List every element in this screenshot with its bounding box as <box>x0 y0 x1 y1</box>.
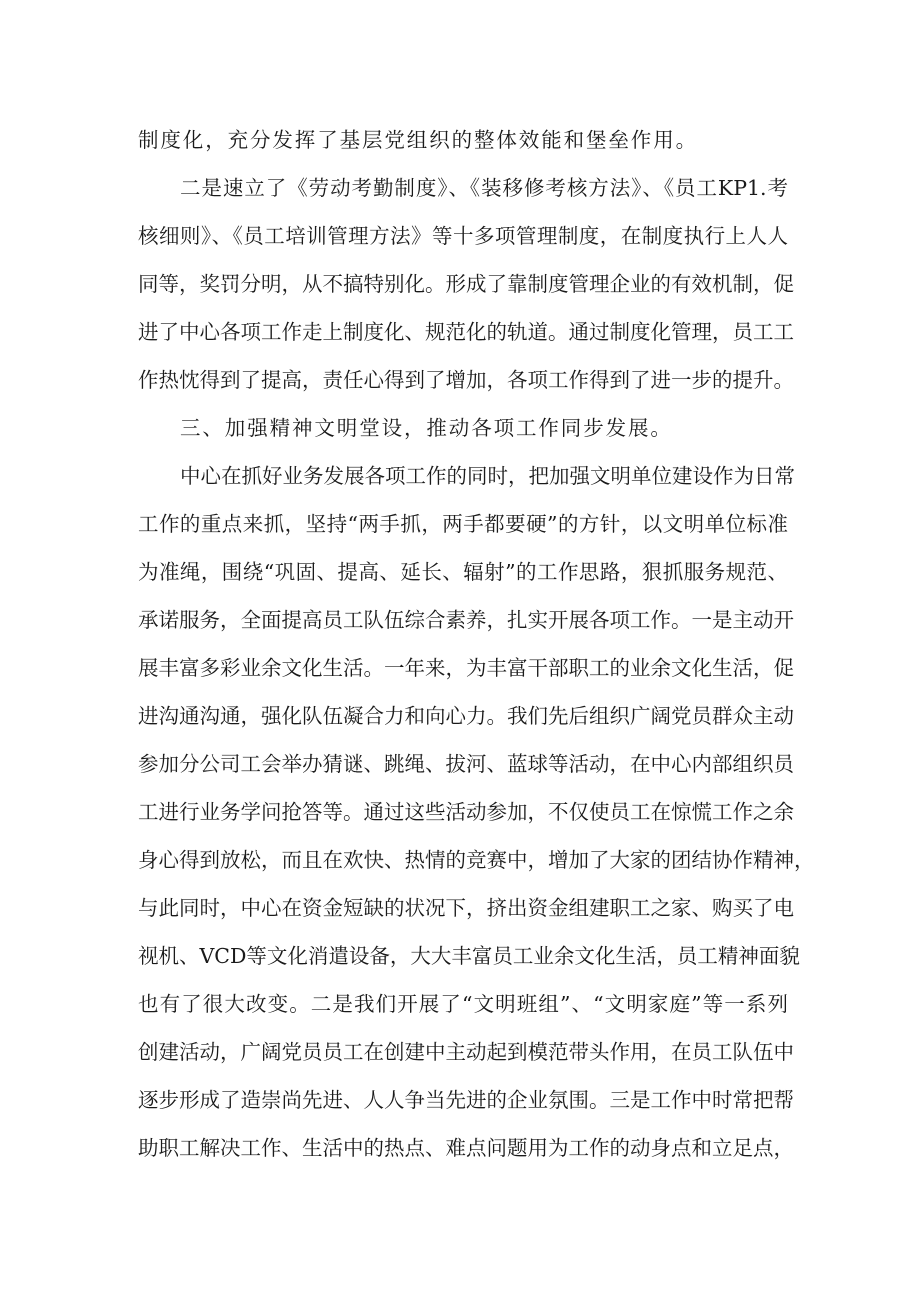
text-line: 为准绳，围绕“巩固、提高、延长、辐射”的工作思路，狠抓服务规范、 <box>138 560 788 584</box>
text-line: 参加分公司工会举办猜谜、跳绳、拔河、蓝球等活动，在中心内部组织员 <box>138 752 794 776</box>
text-line: 逐步形成了造崇尚先进、人人争当先进的企业氛围。三是工作中时常把帮 <box>138 1088 794 1112</box>
text-line: 制度化，充分发挥了基层党组织的整体效能和堡垒作用。 <box>138 128 698 152</box>
text-line: 进了中心各项工作走上制度化、规范化的轨道。通过制度化管理，员工工 <box>138 320 794 344</box>
text-line: 承诺服务，全面提高员工队伍综合素养，扎实开展各项工作。一是主动开 <box>138 608 794 632</box>
text-line: 同等，奖罚分明，从不搞特别化。形成了靠制度管理企业的有效机制，促 <box>138 272 794 296</box>
text-line: 进沟通沟通，强化队伍凝合力和向心力。我们先后组织广阔党员群众主动 <box>138 704 794 728</box>
text-line: 中心在抓好业务发展各项工作的同时，把加强文明单位建设作为日常 <box>180 464 795 488</box>
text-line: 与此同时，中心在资金短缺的状况下，挤出资金组建职工之家、购买了电 <box>138 896 794 920</box>
text-line: 作热忱得到了提高，责任心得到了增加，各项工作得到了进一步的提升。 <box>138 368 794 392</box>
text-line: 二是速立了《劳动考勤制度》、《装移修考核方法》、《员工KP1.考 <box>180 176 788 200</box>
text-line: 助职工解决工作、生活中的热点、难点问题用为工作的动身点和立足点， <box>138 1136 794 1160</box>
text-line: 工进行业务学问抢答等。通过这些活动参加，不仅使员工在惊慌工作之余 <box>138 800 794 824</box>
text-line: 核细则》、《员工培训管理方法》等十多项管理制度，在制度执行上人人 <box>138 224 788 248</box>
text-line: 创建活动，广阔党员员工在创建中主动起到模范带头作用，在员工队伍中 <box>138 1040 794 1064</box>
text-line: 身心得到放松，而且在欢快、热情的竞赛中，增加了大家的团结协作精神， <box>138 848 815 872</box>
text-line: 展丰富多彩业余文化生活。一年来，为丰富干部职工的业余文化生活，促 <box>138 656 794 680</box>
section-heading: 三、加强精神文明堂设，推动各项工作同步发展。 <box>180 416 673 440</box>
text-line: 视机、VCD等文化消遣设备，大大丰富员工业余文化生活，员工精神面貌 <box>138 944 800 968</box>
text-line: 也有了很大改变。二是我们开展了“文明班组”、“文明家庭”等一系列 <box>138 992 788 1016</box>
text-line: 工作的重点来抓，坚持“两手抓，两手都要硬”的方针，以文明单位标准 <box>138 512 788 536</box>
